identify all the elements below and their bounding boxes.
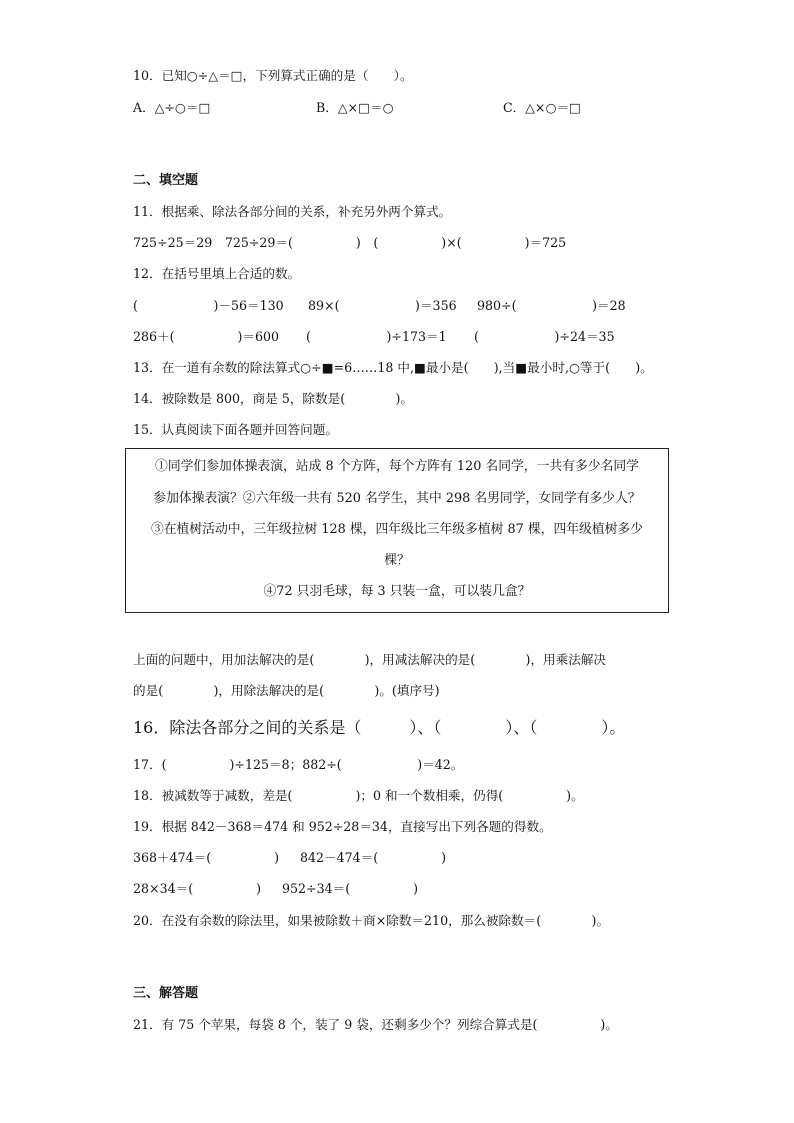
q15-box-line: ③在植树活动中，三年级拉树 128 棵，四年级比三年级多植树 87 棵，四年级植树多少 [150,522,644,537]
q15-box-line: 棵？ [384,553,410,568]
q14: 14．被除数是 800，商是 5，除数是( )。 [133,391,414,406]
q12-item: 980÷( )＝28 [477,298,626,313]
q15-answer-line-2: 的是( )，用除法解决的是( )。(填序号) [133,683,440,698]
q19-item: 842－474＝( ) [300,850,447,865]
q15-answer-line-1: 上面的问题中，用加法解决的是( )，用减法解决的是( )，用乘法解决 [133,652,607,667]
q19-item: 368＋474＝( ) [133,850,280,865]
q19-item: 952÷34＝( ) [282,881,419,896]
q15-stem: 15．认真阅读下面各题并回答问题。 [133,422,338,437]
q19-item: 28×34＝( ) [133,881,261,896]
q10-option-b: B．△×□＝○ [316,100,394,115]
q20: 20．在没有余数的除法里，如果被除数＋商×除数＝210，那么被除数＝( )。 [133,913,610,928]
q12-stem: 12．在括号里填上合适的数。 [133,266,301,281]
section-title-fill-in: 二、填空题 [133,173,199,188]
q15-box-line: ①同学们参加体操表演，站成 8 个方阵，每个方阵有 120 名同学，一共有多少名同学 [155,459,639,474]
q17: 17．( )÷125＝8；882÷( )＝42。 [133,757,464,772]
q12-item: 286＋( )＝600 [133,329,280,344]
q18: 18．被减数等于减数，差是( )；0 和一个数相乘，仍得( )。 [133,788,584,803]
q12-item: ( )－56＝130 [133,298,284,313]
q21: 21．有 75 个苹果，每袋 8 个，装了 9 袋，还剩多少个？列综合算式是( )。 [133,1017,618,1032]
section-title-solve: 三、解答题 [133,986,199,1001]
q12-item: 89×( )＝356 [308,298,457,313]
q10-option-a: A．△÷○＝□ [133,100,211,115]
q12-item: ( )÷24＝35 [474,329,615,344]
q15-box-line: 参加体操表演？②六年级一共有 520 名学生，其中 298 名男同学，女同学有多少人？ [153,491,641,506]
q15-box-line: ④72 只羽毛球，每 3 只装一盒，可以装几盒？ [263,584,531,599]
q15-problem-box [125,448,669,613]
q19-stem: 19．根据 842－368＝474 和 952÷28＝34，直接写出下列各题的得数。 [133,819,552,834]
q11-equations: 725÷25＝29 725÷29＝( ) ( )×( )＝725 [133,235,567,250]
q16: 16．除法各部分之间的关系是（ ）、（ ）、（ ）。 [133,718,626,737]
q11-stem: 11．根据乘、除法各部分间的关系，补充另外两个算式。 [133,204,452,219]
q10-stem: 10．已知○÷△＝□，下列算式正确的是（ ）。 [133,68,413,83]
q13: 13．在一道有余数的除法算式○÷■=6……18 中,■最小是( ),当■最小时,○等于( )。 [133,360,653,375]
q10-option-c: C．△×○＝□ [503,100,581,115]
q12-item: ( )÷173＝1 [306,329,447,344]
